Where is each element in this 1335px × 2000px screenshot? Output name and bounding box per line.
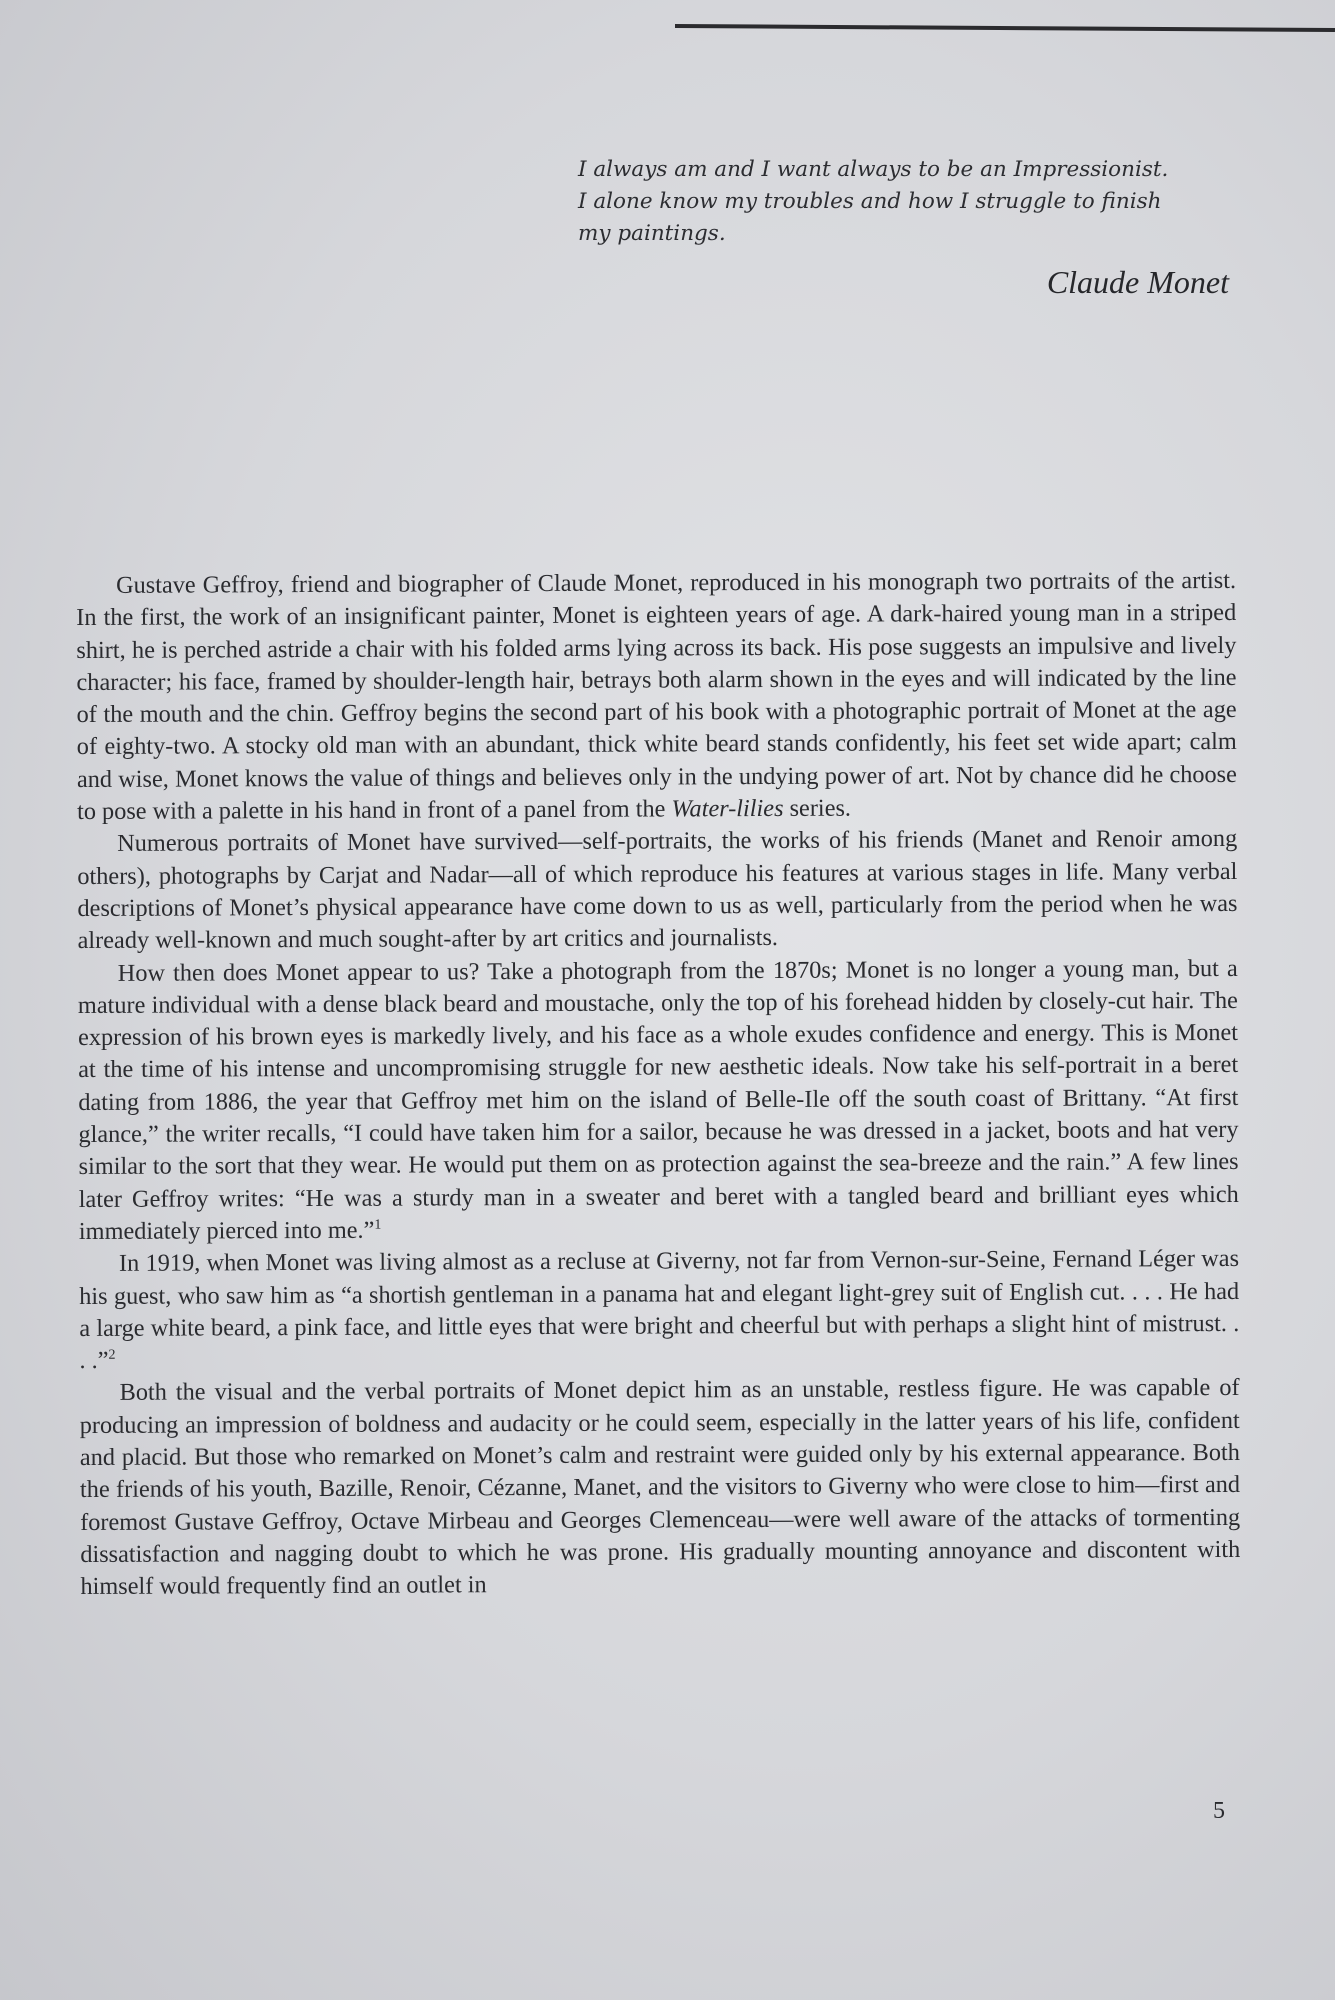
paragraph-3 — [78, 952, 1239, 1248]
epigraph-line: I alone know my troubles and how I struggle to finish — [578, 189, 1162, 214]
paragraph-text: How then does Monet appear to us? Take a photograph from the 1870s; Monet is no longer a young man, but a mature individual with a dense black beard and moustache, only the top of his forehead hidden by closely-cut hair. The expression of his brown eyes is markedly lively, and his face as a whole exudes confidence and energy. This is Monet at the time of his intense and uncompromising struggle for new aesthetic ideals. Now take his self-portrait in a beret dating from 1886, the year that Geffroy met him on the island of Belle-Ile off the south coast of Brittany. “At first glance,” the writer recalls, “I could have taken him for a sailor, because he was dressed in a jacket, boots and hat very similar to the sort that they wear. He would put them on as protection against the sea-breeze and the rain.” A few lines later Geffroy writes: “He was a sturdy man in a sweater and beret with a tangled beard and brilliant eyes which immediately pierced into me.” — [77, 954, 1239, 1245]
epigraph — [578, 154, 1230, 250]
top-rule — [675, 24, 1335, 32]
epigraph-line: I always am and I want always to be an Impressionist. — [578, 157, 1169, 182]
paragraph-text: series. — [783, 794, 852, 822]
paragraph-text: Both the visual and the verbal portraits of Monet depict him as an unstable, restless figure. He was capable of producing an impression of boldness and audacity or he could seem, especially in the latter years of his life, confident and placid. But those who remarked on Monet’s calm and restraint were guided only by his external appearance. Both the friends of his youth, Bazille, Renoir, Cézanne, Manet, and the visitors to Giverny who were close to him—first and foremost Gustave Geffroy, Octave Mirbeau and Georges Clemenceau—were well aware of the attacks of tormenting dissatisfaction and nagging doubt to which he was prone. His gradually mounting annoyance and discontent with himself would frequently find an outlet in — [79, 1374, 1241, 1601]
epigraph-author: Claude Monet — [1046, 264, 1229, 300]
footnote-marker: 2 — [108, 1347, 116, 1363]
body-text — [76, 565, 1240, 1604]
paragraph-text: Gustave Geffroy, friend and biographer of Claude Monet, reproduced in his monograph two portraits of the artist. In the first, the work of an insignificant painter, Monet is eighteen years of age. A dark-haired young man in a striped shirt, he is perched astride a chair with his folded arms lying across its back. His pose suggests an impulsive and lively character; his face, framed by shoulder-length hair, betrays both alarm shown in the eyes and will indicated by the line of the mouth and the chin. Geffroy begins the second part of his book with a photographic portrait of Monet at the age of eighty-two. A stocky old man with an abundant, thick white beard stands confidently, his feet set wide apart; calm and wise, Monet knows the value of things and believes only in the undying power of art. Not by chance did he choose to pose with a palette in his hand in front of a panel from the — [76, 566, 1237, 826]
page-number: 5 — [1213, 1798, 1225, 1824]
paragraph-text: In 1919, when Monet was living almost as a recluse at Giverny, not far from Vernon-sur-Seine, Fernand Léger was his guest, who saw him as “a shortish gentleman in a panama hat and elegant light-grey suit of English cut. . . . He had a large white beard, a pink face, and little eyes that were bright and cheerful but with perhaps a slight hint of mistrust. . . .” — [79, 1245, 1240, 1375]
paragraph-2 — [77, 823, 1238, 957]
epigraph-line: my paintings. — [578, 221, 726, 246]
paragraph-5 — [80, 1372, 1241, 1603]
footnote-marker: 1 — [374, 1217, 382, 1233]
series-title: Water-lilies — [671, 794, 784, 823]
paragraph-text: Numerous portraits of Monet have survived—self-portraits, the works of his friends (Manet and Renoir among others), photographs by Carjat and Nadar—all of which reproduce his features at various stages in life. Many verbal descriptions of Monet’s physical appearance have come down to us as well, particularly from the period when he was already well-known and much sought-after by art critics and journalists. — [77, 825, 1238, 955]
paragraph-1 — [76, 565, 1237, 828]
paragraph-4 — [79, 1243, 1240, 1377]
